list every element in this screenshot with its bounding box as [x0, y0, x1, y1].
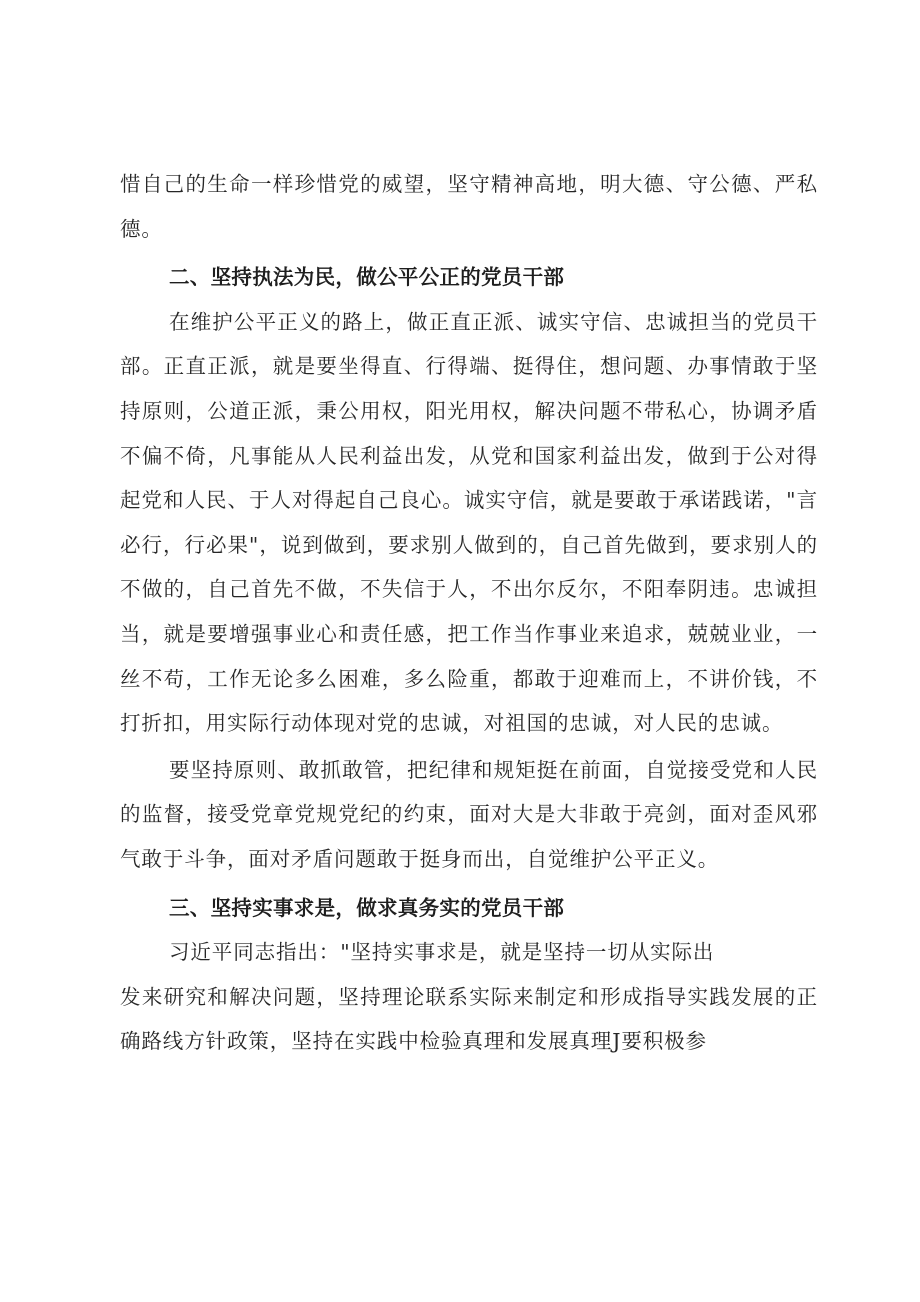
paragraph-principles: 要坚持原则、敢抓敢管，把纪律和规矩挺在前面，自觉接受党和人民的监督，接受党章党规党纪的约束，面对大是大非敢于亮剑，面对歪风邪气敢于斗争，面对矛盾问题敢于挺身而出，自觉维护公平正义。 — [120, 757, 818, 871]
document-body — [120, 162, 818, 1064]
paragraph-quote-rest: 发来研究和解决问题，坚持理论联系实际来制定和形成指导实践发展的正确路线方针政策，坚持在实践中检验真理和发展真理J要积极参 — [120, 984, 818, 1054]
paragraph-quote-line1: 习近平同志指出："坚持实事求是，就是坚持一切从实际出 — [169, 940, 715, 965]
paragraph-integrity: 在维护公平正义的路上，做正直正派、诚实守信、忠诚担当的党员干部。正直正派，就是要坐得直、行得端、挺得住，想问题、办事情敢于坚持原则，公道正派，秉公用权，阳光用权，解决问题不带私心，协调矛盾不偏不倚，凡事能从人民利益出发，从党和国家利益出发，做到于公对得起党和人民、于人对得起自己良心。诚实守信，就是要敢于承诺践诺，"言必行，行必果"，说到做到，要求别人做到的，自己首先做到，要求别人的不做的，自己首先不做，不失信于人，不出尔反尔，不阳奉阴违。忠诚担当，就是要增强事业心和责任感，把工作当作事业来追求，兢兢业业，一丝不苟，工作无论多么困难，多么险重，都敢于迎难而上，不讲价钱，不打折扣，用实际行动体现对党的忠诚，对祖国的忠诚，对人民的忠诚。 — [120, 309, 818, 736]
section-heading-2: 二、坚持执法为民，做公平公正的党员干部 — [169, 265, 565, 290]
paragraph-continuation: 惜自己的生命一样珍惜党的威望，坚守精神高地，明大德、守公德、严私德。 — [120, 172, 818, 241]
section-heading-3: 三、坚持实事求是，做求真务实的党员干部 — [169, 895, 565, 920]
